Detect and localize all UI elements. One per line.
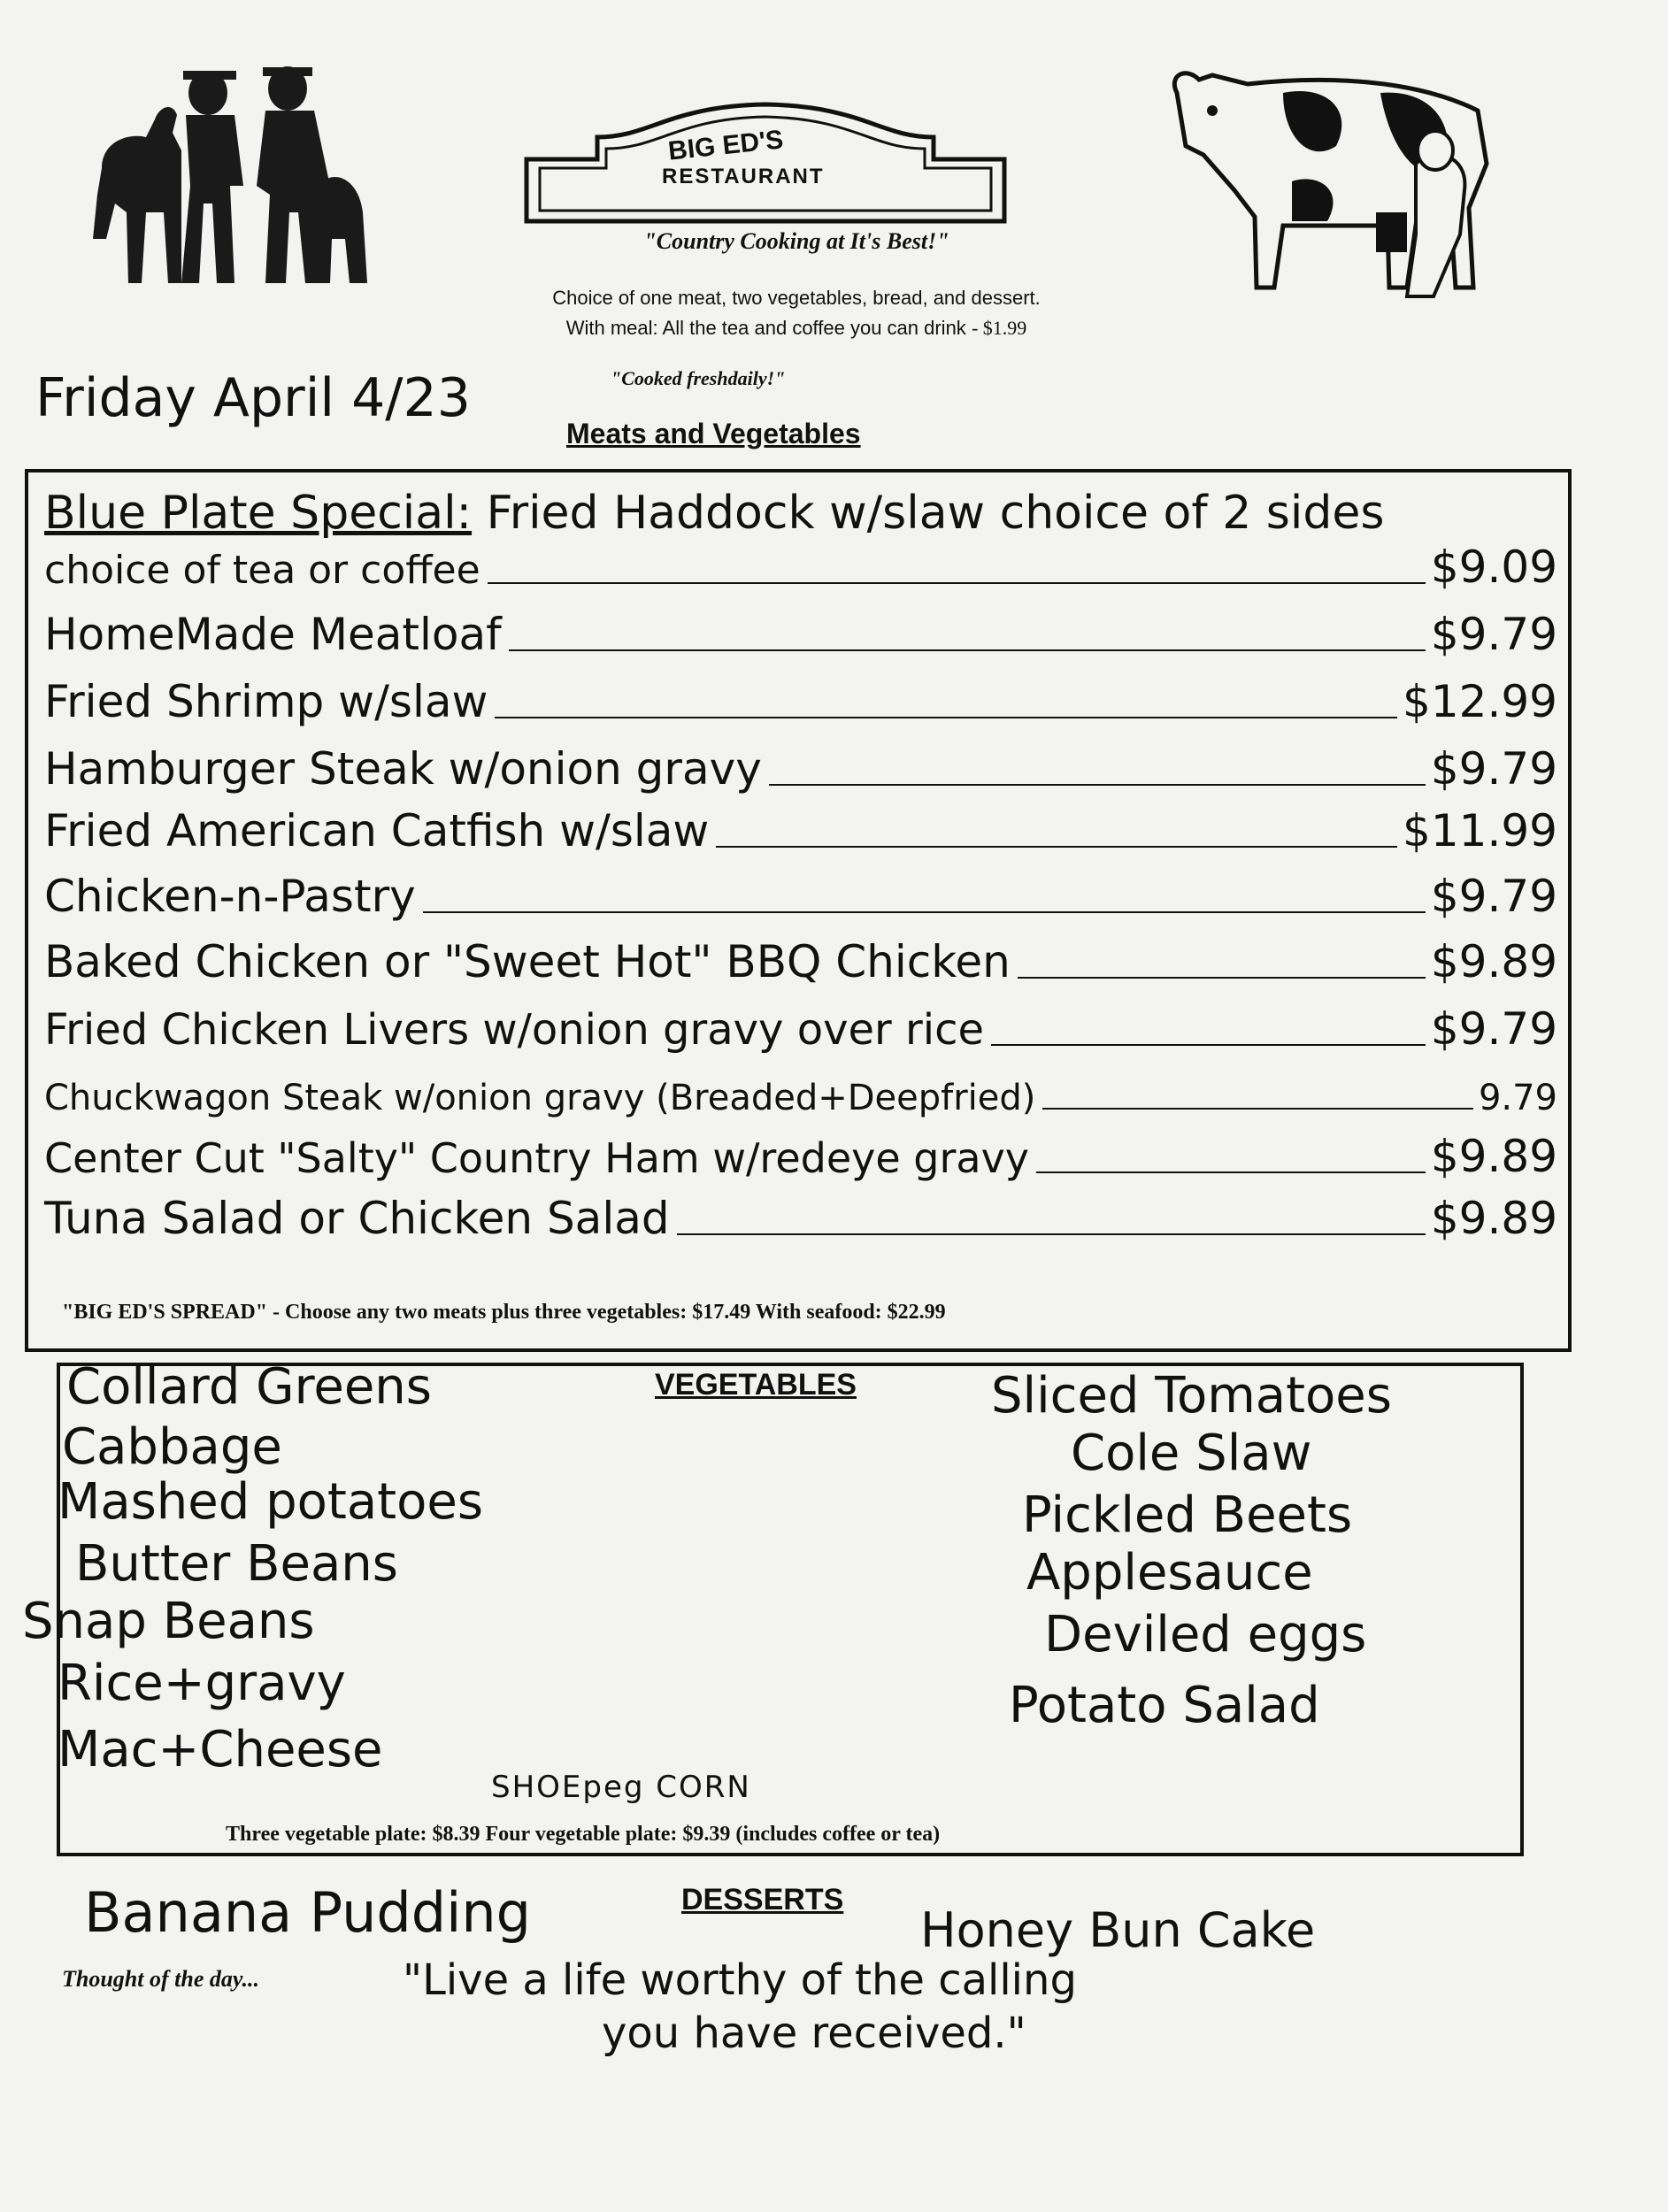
menu-item-price: $9.89 (1426, 1193, 1557, 1244)
big-eds-spread: "BIG ED'S SPREAD" - Choose any two meats plus three vegetables: $17.49 With seafood: $22.99 (62, 1301, 946, 1324)
menu-item (44, 536, 1557, 593)
blue-plate-special-label: Blue Plate Special: (44, 487, 473, 540)
menu-item (44, 738, 1557, 795)
vegetable-item: Potato Salad (1009, 1677, 1320, 1734)
menu-item-price: $9.89 (1426, 1131, 1557, 1182)
vegetable-item: Rice+gravy (58, 1655, 346, 1712)
combo-line-2 (372, 313, 1221, 343)
vegetables-title: VEGETABLES (655, 1368, 857, 1402)
menu-item-price: 9.79 (1473, 1078, 1557, 1118)
menu-item-name: Fried Chicken Livers w/onion gravy over rice (44, 1005, 991, 1055)
menu-item-price: $11.99 (1397, 805, 1557, 856)
dessert-item: Honey Bun Cake (920, 1902, 1316, 1958)
vegetable-item: Sliced Tomatoes (991, 1367, 1392, 1425)
vegetable-item: Cole Slaw (1071, 1425, 1312, 1482)
vegetable-extra: SHOEpeg CORN (491, 1770, 751, 1805)
thought-quote-line-2: you have received." (602, 2008, 1026, 2058)
menu-item-price: $9.89 (1426, 936, 1557, 987)
desserts-title: DESSERTS (681, 1883, 844, 1916)
combo-price: - $1.99 (971, 317, 1027, 339)
menu-item-name: Baked Chicken or "Sweet Hot" BBQ Chicken (44, 936, 1018, 987)
vegetable-item: Mashed potatoes (58, 1473, 484, 1531)
menu-item-name: Tuna Salad or Chicken Salad (44, 1193, 677, 1244)
brand-subtitle: RESTAURANT (662, 165, 825, 188)
cow-and-milkmaid-illustration (1150, 58, 1522, 314)
menu-item (44, 865, 1557, 922)
cooked-fresh-note: "Cooked freshdaily!" (611, 367, 786, 389)
vegetable-item: Cabbage (62, 1418, 282, 1476)
menu-item-price: $12.99 (1397, 676, 1557, 727)
menu-item (44, 1187, 1557, 1244)
menu-item-name: choice of tea or coffee (44, 548, 488, 593)
menu-item-price: $9.79 (1426, 743, 1557, 795)
vegetable-item: Snap Beans (22, 1593, 315, 1650)
menu-item (44, 931, 1557, 987)
blue-plate-special-desc: Fried Haddock w/slaw choice of 2 sides (486, 487, 1385, 540)
vegetable-item: Butter Beans (75, 1535, 398, 1593)
menu-item-name: Fried Shrimp w/slaw (44, 676, 495, 727)
men-and-horse-silhouette (66, 35, 385, 301)
menu-item-name: HomeMade Meatloaf (44, 609, 509, 660)
menu-item-name: Fried American Catfish w/slaw (44, 805, 716, 856)
meats-section-title: Meats and Vegetables (566, 418, 861, 449)
meats-box (25, 469, 1572, 1352)
tagline: "Country Cooking at It's Best!" (643, 228, 949, 254)
menu-item-name: Chicken-n-Pastry (44, 871, 423, 922)
menu-item-name: Hamburger Steak w/onion gravy (44, 743, 769, 795)
vegetable-plates-pricing: Three vegetable plate: $8.39 Four vegetable plate: $9.39 (includes coffee or tea) (226, 1823, 941, 1846)
vegetable-item: Collard Greens (66, 1358, 432, 1416)
menu-item-price: $9.79 (1426, 1003, 1557, 1055)
vegetable-item: Mac+Cheese (58, 1721, 383, 1778)
handwritten-date: Friday April 4/23 (35, 367, 471, 429)
menu-item (44, 603, 1557, 660)
menu-item (44, 671, 1557, 727)
blue-plate-special (44, 487, 1384, 540)
menu-item-price: $9.79 (1426, 609, 1557, 660)
vegetable-item: Pickled Beets (1022, 1486, 1353, 1544)
combo-info (372, 283, 1221, 343)
vegetable-item: Deviled eggs (1044, 1606, 1367, 1663)
dessert-item: Banana Pudding (84, 1880, 531, 1945)
combo-line-2-text: With meal: All the tea and coffee you can drink (565, 317, 966, 339)
menu-item-name: Center Cut "Salty" Country Ham w/redeye gravy (44, 1134, 1036, 1182)
vegetable-item: Applesauce (1026, 1544, 1313, 1601)
menu-item-price: $9.79 (1426, 871, 1557, 922)
menu-item (44, 800, 1557, 856)
menu-item (44, 1125, 1557, 1182)
thought-label: Thought of the day... (62, 1966, 259, 1992)
thought-quote-line-1: "Live a life worthy of the calling (403, 1955, 1077, 2005)
menu-item (44, 998, 1557, 1055)
menu-item-name: Chuckwagon Steak w/onion gravy (Breaded+Deepfried) (44, 1078, 1042, 1118)
combo-line-1: Choice of one meat, two vegetables, bread, and dessert. (552, 287, 1041, 309)
menu-item (44, 1062, 1557, 1118)
brand-name: BIG ED'S (666, 125, 785, 166)
menu-item-price: $9.09 (1426, 541, 1557, 593)
restaurant-logo (518, 97, 1013, 226)
